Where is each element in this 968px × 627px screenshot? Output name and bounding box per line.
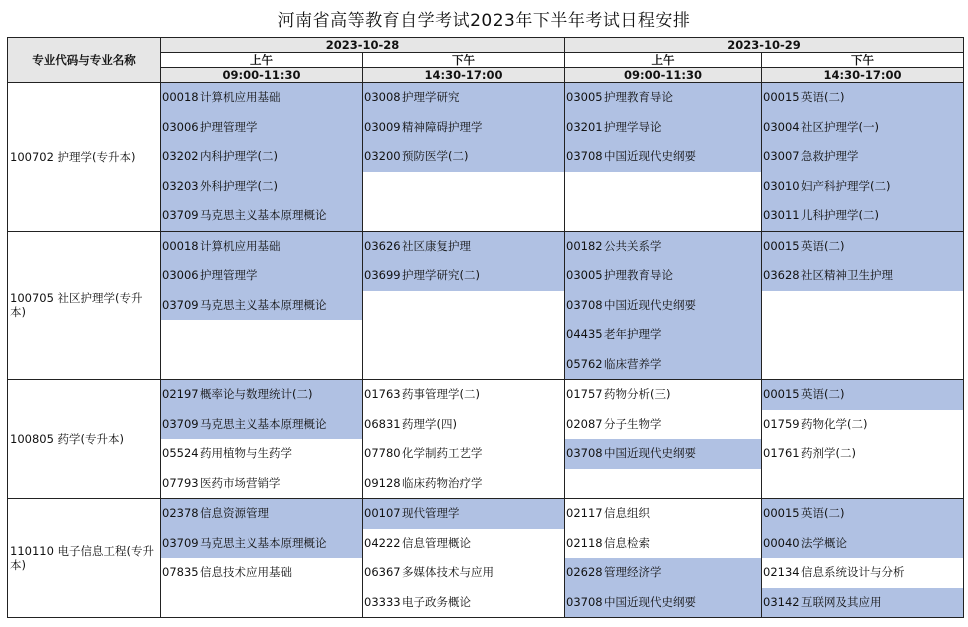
course-code: 03011	[763, 208, 800, 222]
course-code: 03010	[763, 178, 800, 193]
course-entry	[363, 380, 564, 410]
course-entry	[565, 380, 761, 410]
course-name: 医药市场营销学	[200, 475, 281, 490]
course-code: 04435	[566, 327, 603, 341]
course-code: 03708	[566, 446, 603, 460]
course-code: 00015	[763, 506, 800, 520]
course-entry	[762, 83, 963, 113]
course-entry	[161, 410, 362, 440]
course-name: 化学制药工艺学	[402, 446, 483, 460]
course-code: 09128	[364, 475, 401, 490]
course-name: 社区护理学(一)	[801, 119, 879, 134]
session-cell	[161, 231, 363, 380]
course-name: 护理学研究(二)	[402, 268, 480, 282]
date-header: 2023-10-28	[161, 38, 565, 53]
course-entry	[363, 588, 564, 618]
course-code: 03007	[763, 149, 800, 163]
course-name: 马克思主义基本原理概论	[200, 297, 327, 312]
course-entry	[762, 529, 963, 559]
course-entry	[363, 83, 564, 113]
course-entry	[161, 529, 362, 559]
course-entry	[161, 499, 362, 529]
course-entry	[565, 113, 761, 143]
session-cell	[565, 380, 762, 499]
course-name: 药物分析(三)	[604, 387, 671, 401]
course-code: 04222	[364, 535, 401, 550]
course-entry	[565, 291, 761, 321]
time-header: 14:30-17:00	[762, 68, 964, 83]
course-code: 07780	[364, 446, 401, 460]
course-name: 临床药物治疗学	[402, 475, 483, 490]
session-header: 下午	[762, 53, 964, 68]
course-entry	[565, 558, 761, 588]
course-code: 03333	[364, 594, 401, 609]
course-name: 计算机应用基础	[200, 238, 281, 253]
course-name: 儿科护理学(二)	[801, 208, 879, 222]
course-name: 精神障碍护理学	[402, 119, 483, 134]
time-header: 09:00-11:30	[161, 68, 363, 83]
course-code: 03005	[566, 268, 603, 282]
course-entry	[161, 83, 362, 113]
major-row	[8, 380, 964, 499]
course-code: 05762	[566, 356, 603, 371]
course-entry	[161, 558, 362, 588]
course-entry	[762, 380, 963, 410]
course-name: 社区精神卫生护理	[801, 268, 893, 282]
session-cell	[565, 231, 762, 380]
course-name: 公共关系学	[604, 238, 662, 253]
course-entry	[565, 142, 761, 172]
session-cell	[363, 83, 565, 232]
course-entry	[161, 469, 362, 499]
course-entry	[565, 350, 761, 380]
course-name: 英语(二)	[801, 506, 845, 520]
course-code: 02087	[566, 416, 603, 431]
course-name: 现代管理学	[402, 506, 460, 520]
schedule-body	[8, 83, 964, 618]
course-code: 03006	[162, 268, 199, 282]
course-code: 03628	[763, 268, 800, 282]
course-code: 00015	[763, 90, 800, 104]
course-code: 00040	[763, 535, 800, 550]
course-name: 药剂学(二)	[801, 446, 856, 460]
major-name: 110110 电子信息工程(专升本)	[8, 499, 161, 618]
course-name: 护理学研究	[402, 90, 460, 104]
course-code: 03203	[162, 178, 199, 193]
course-entry	[161, 172, 362, 202]
course-code: 02378	[162, 506, 199, 520]
course-code: 03709	[162, 416, 199, 431]
course-name: 中国近现代史纲要	[604, 297, 696, 312]
course-entry	[565, 83, 761, 113]
course-code: 02117	[566, 506, 603, 520]
course-entry	[762, 113, 963, 143]
course-name: 分子生物学	[604, 416, 662, 431]
course-entry	[161, 439, 362, 469]
major-name: 100702 护理学(专升本)	[8, 83, 161, 232]
session-cell	[762, 380, 964, 499]
major-row	[8, 83, 964, 232]
course-code: 03005	[566, 90, 603, 104]
course-code: 02134	[763, 565, 800, 579]
course-entry	[363, 232, 564, 262]
session-cell	[363, 380, 565, 499]
course-entry	[565, 529, 761, 559]
course-name: 社区康复护理	[402, 238, 471, 253]
course-entry	[565, 439, 761, 469]
course-name: 药事管理学(二)	[402, 387, 480, 401]
course-entry	[762, 142, 963, 172]
course-entry	[161, 232, 362, 262]
course-name: 药理学(四)	[402, 416, 457, 431]
course-name: 老年护理学	[604, 327, 662, 341]
course-entry	[161, 113, 362, 143]
course-entry	[762, 261, 963, 291]
course-code: 03709	[162, 297, 199, 312]
major-column-header: 专业代码与专业名称	[8, 38, 161, 83]
course-name: 英语(二)	[801, 90, 845, 104]
session-header: 下午	[363, 53, 565, 68]
page-title: 河南省高等教育自学考试2023年下半年考试日程安排	[277, 11, 691, 31]
course-code: 06367	[364, 565, 401, 579]
course-name: 护理教育导论	[604, 268, 673, 282]
course-code: 07835	[162, 565, 199, 579]
course-name: 外科护理学(二)	[200, 178, 278, 193]
course-name: 英语(二)	[801, 387, 845, 401]
course-name: 内科护理学(二)	[200, 149, 278, 163]
course-entry	[363, 499, 564, 529]
course-code: 01763	[364, 387, 401, 401]
course-code: 03004	[763, 119, 800, 134]
course-entry	[762, 232, 963, 262]
course-name: 护理教育导论	[604, 90, 673, 104]
course-code: 03142	[763, 594, 800, 609]
course-entry	[363, 261, 564, 291]
major-name: 100705 社区护理学(专升本)	[8, 231, 161, 380]
course-entry	[565, 499, 761, 529]
course-code: 00107	[364, 506, 401, 520]
course-code: 07793	[162, 475, 199, 490]
course-code: 03708	[566, 149, 603, 163]
course-code: 02628	[566, 565, 603, 579]
course-name: 药物化学(二)	[801, 416, 868, 431]
course-code: 03009	[364, 119, 401, 134]
course-entry	[762, 558, 963, 588]
session-cell	[565, 83, 762, 232]
course-name: 信息资源管理	[200, 506, 269, 520]
course-entry	[565, 320, 761, 350]
course-name: 药用植物与生药学	[200, 446, 292, 460]
course-code: 03699	[364, 268, 401, 282]
course-name: 英语(二)	[801, 238, 845, 253]
course-entry	[762, 410, 963, 440]
course-entry	[363, 410, 564, 440]
course-name: 马克思主义基本原理概论	[200, 208, 327, 222]
course-name: 妇产科护理学(二)	[801, 178, 891, 193]
course-entry	[161, 380, 362, 410]
course-code: 03201	[566, 119, 603, 134]
course-name: 中国近现代史纲要	[604, 594, 696, 609]
course-name: 预防医学(二)	[402, 149, 469, 163]
course-name: 多媒体技术与应用	[402, 565, 494, 579]
major-name: 100805 药学(专升本)	[8, 380, 161, 499]
session-cell	[762, 83, 964, 232]
course-entry	[363, 113, 564, 143]
course-name: 信息管理概论	[402, 535, 471, 550]
course-code: 06831	[364, 416, 401, 431]
session-cell	[161, 380, 363, 499]
course-code: 03709	[162, 535, 199, 550]
course-code: 03708	[566, 594, 603, 609]
course-name: 临床营养学	[604, 356, 662, 371]
course-entry	[762, 172, 963, 202]
course-code: 03006	[162, 119, 199, 134]
course-name: 信息系统设计与分析	[801, 565, 905, 579]
session-cell	[363, 499, 565, 618]
course-name: 信息组织	[604, 506, 650, 520]
course-name: 中国近现代史纲要	[604, 149, 696, 163]
course-name: 护理管理学	[200, 119, 258, 134]
course-entry	[161, 142, 362, 172]
course-entry	[565, 261, 761, 291]
course-entry	[363, 469, 564, 499]
major-row	[8, 231, 964, 380]
course-name: 马克思主义基本原理概论	[200, 535, 327, 550]
session-cell	[161, 499, 363, 618]
course-name: 信息检索	[604, 535, 650, 550]
course-entry	[565, 232, 761, 262]
course-name: 中国近现代史纲要	[604, 446, 696, 460]
course-entry	[565, 410, 761, 440]
course-name: 管理经济学	[604, 565, 662, 579]
date-header: 2023-10-29	[565, 38, 964, 53]
course-entry	[363, 142, 564, 172]
course-code: 00015	[763, 387, 800, 401]
course-name: 电子政务概论	[402, 594, 471, 609]
course-name: 马克思主义基本原理概论	[200, 416, 327, 431]
course-entry	[161, 261, 362, 291]
course-code: 00018	[162, 238, 199, 253]
session-header: 上午	[161, 53, 363, 68]
course-code: 02118	[566, 535, 603, 550]
course-code: 03626	[364, 238, 401, 253]
course-code: 01761	[763, 446, 800, 460]
session-cell	[565, 499, 762, 618]
course-code: 03008	[364, 90, 401, 104]
course-entry	[363, 529, 564, 559]
exam-schedule-table	[7, 37, 964, 618]
course-code: 03202	[162, 149, 199, 163]
major-row	[8, 499, 964, 618]
course-entry	[565, 588, 761, 618]
course-code: 01759	[763, 416, 800, 431]
course-name: 法学概论	[801, 535, 847, 550]
course-entry	[363, 558, 564, 588]
course-code: 00018	[162, 90, 199, 104]
session-cell	[363, 231, 565, 380]
session-cell	[161, 83, 363, 232]
course-name: 互联网及其应用	[801, 594, 882, 609]
course-entry	[363, 439, 564, 469]
session-header: 上午	[565, 53, 762, 68]
course-name: 护理管理学	[200, 268, 258, 282]
course-code: 03708	[566, 297, 603, 312]
course-code: 03709	[162, 208, 199, 222]
course-name: 信息技术应用基础	[200, 565, 292, 579]
course-name: 概率论与数理统计(二)	[200, 387, 313, 401]
session-cell	[762, 231, 964, 380]
course-code: 03200	[364, 149, 401, 163]
time-header: 14:30-17:00	[363, 68, 565, 83]
course-entry	[762, 499, 963, 529]
course-name: 急救护理学	[801, 149, 859, 163]
session-cell	[762, 499, 964, 618]
course-entry	[762, 201, 963, 231]
time-header: 09:00-11:30	[565, 68, 762, 83]
course-code: 05524	[162, 446, 199, 460]
course-entry	[161, 201, 362, 231]
course-name: 计算机应用基础	[200, 90, 281, 104]
course-code: 00015	[763, 238, 800, 253]
course-code: 01757	[566, 387, 603, 401]
course-name: 护理学导论	[604, 119, 662, 134]
course-code: 00182	[566, 238, 603, 253]
course-entry	[161, 291, 362, 321]
course-entry	[762, 588, 963, 618]
course-code: 02197	[162, 387, 199, 401]
course-entry	[762, 439, 963, 469]
